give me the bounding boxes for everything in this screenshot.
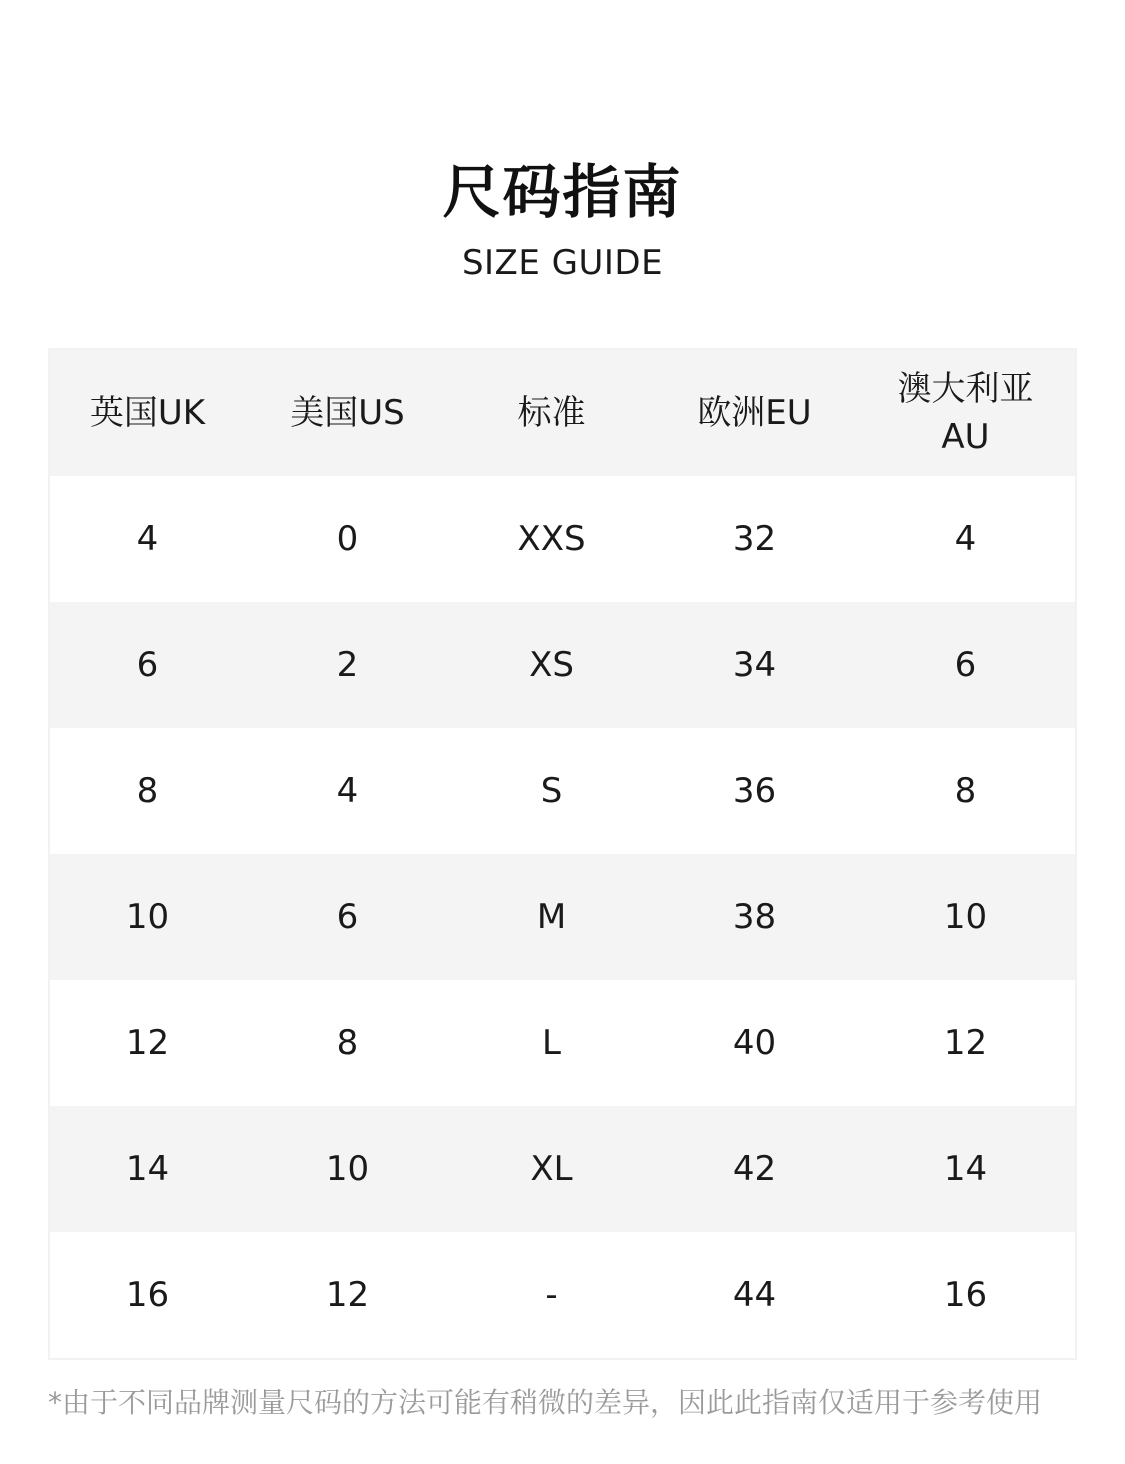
header-standard: 标准 [517,393,586,433]
cell-eu: 36 [732,771,777,811]
cell-eu: 42 [732,1149,777,1189]
cell-eu: 38 [732,897,777,937]
cell-uk: 12 [125,1023,170,1063]
cell-standard: S [540,771,563,811]
cell-eu: 32 [732,519,777,559]
cell-au: 10 [943,897,988,937]
cell-standard: - [545,1275,558,1315]
cell-us: 10 [325,1149,370,1189]
table-row [50,1232,1075,1358]
cell-uk: 14 [125,1149,170,1189]
cell-standard: XXS [517,519,586,559]
table-row [50,476,1075,602]
table-row [50,1106,1075,1232]
page-subtitle: SIZE GUIDE [461,243,664,283]
cell-uk: 8 [136,771,159,811]
size-table [48,348,1077,1360]
table-row [50,728,1075,854]
cell-standard: XS [529,645,574,685]
header-us: 美国US [290,393,405,433]
cell-au: 14 [943,1149,988,1189]
cell-us: 2 [336,645,359,685]
footnote: *由于不同品牌测量尺码的方法可能有稍微的差异，因此此指南仅适用于参考使用 [48,1386,1043,1419]
cell-au: 6 [954,645,977,685]
table-row [50,980,1075,1106]
table-header-row [50,350,1075,476]
table-row [50,602,1075,728]
cell-eu: 40 [732,1023,777,1063]
cell-au: 12 [943,1023,988,1063]
page-title: 尺码指南 [442,158,683,226]
cell-au: 8 [954,771,977,811]
cell-us: 8 [336,1023,359,1063]
table-row [50,854,1075,980]
cell-standard: M [536,897,567,937]
cell-uk: 4 [136,519,159,559]
header-uk: 英国UK [89,393,206,433]
cell-au: 16 [943,1275,988,1315]
cell-eu: 44 [732,1275,777,1315]
cell-us: 6 [336,897,359,937]
cell-uk: 16 [125,1275,170,1315]
cell-us: 4 [336,771,359,811]
header-au: 澳大利亚AU [897,369,1034,457]
cell-us: 0 [336,519,359,559]
cell-eu: 34 [732,645,777,685]
header-eu: 欧洲EU [697,393,812,433]
cell-us: 12 [325,1275,370,1315]
cell-au: 4 [954,519,977,559]
cell-uk: 10 [125,897,170,937]
cell-standard: L [542,1023,561,1063]
cell-uk: 6 [136,645,159,685]
cell-standard: XL [530,1149,573,1189]
